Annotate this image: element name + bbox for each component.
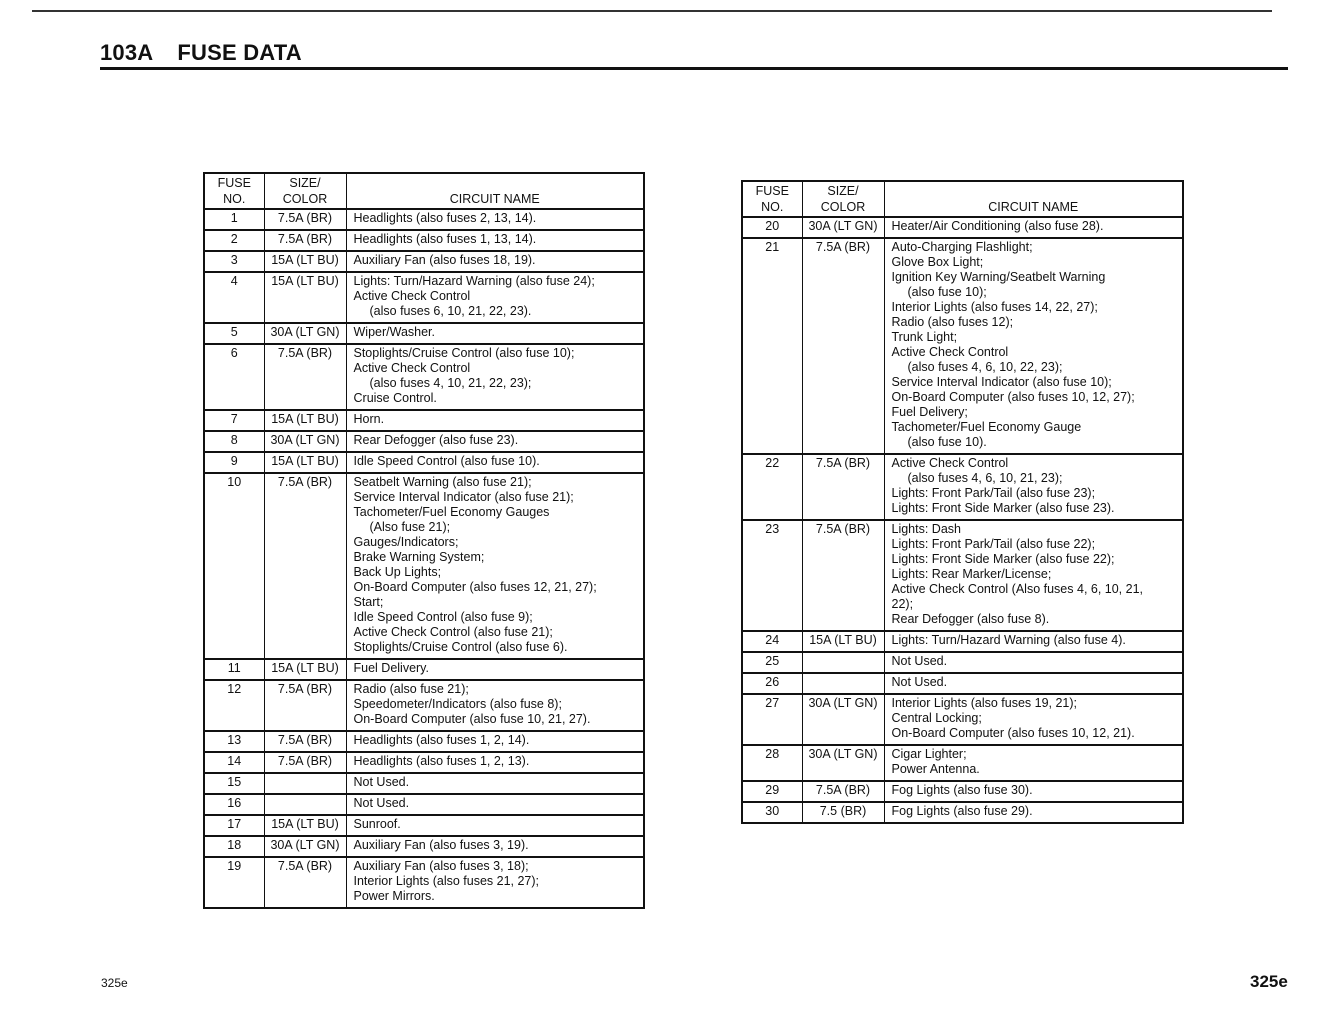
circuit-line: Rear Defogger (also fuse 23).: [353, 433, 519, 447]
circuit-name: [346, 473, 644, 659]
table-row: [204, 836, 644, 857]
circuit-line: Headlights (also fuses 1, 2, 14).: [353, 733, 530, 747]
circuit-line: Service Interval Indicator (also fuse 10);: [891, 375, 1112, 389]
fuse-size-color: 7.5A (BR): [264, 230, 346, 251]
table-row: [204, 431, 644, 452]
fuse-number: 16: [204, 794, 264, 815]
circuit-name: [884, 454, 1183, 520]
circuit-name: [346, 209, 644, 230]
circuit-line: (also fuses 6, 10, 21, 22, 23).: [369, 304, 532, 318]
table-row: [204, 752, 644, 773]
circuit-line: Gauges/Indicators;: [353, 535, 459, 549]
circuit-line: Heater/Air Conditioning (also fuse 28).: [891, 219, 1104, 233]
circuit-line: Lights: Front Park/Tail (also fuse 23);: [891, 486, 1096, 500]
circuit-name: [346, 815, 644, 836]
table-row: [204, 794, 644, 815]
circuit-line: Trunk Light;: [891, 330, 958, 344]
fuse-size-color: 15A (LT BU): [264, 659, 346, 680]
circuit-line: Headlights (also fuses 1, 13, 14).: [353, 232, 537, 246]
circuit-name: [346, 410, 644, 431]
header-size-color: SIZE/ COLOR: [264, 173, 346, 209]
circuit-line: On-Board Computer (also fuses 10, 12, 27);: [891, 390, 1135, 404]
table-row: [742, 781, 1183, 802]
circuit-line: Wiper/Washer.: [353, 325, 436, 339]
fuse-number: 17: [204, 815, 264, 836]
table-row: [204, 230, 644, 251]
circuit-line: Horn.: [353, 412, 385, 426]
fuse-size-color: 7.5A (BR): [264, 680, 346, 731]
fuse-size-color: 15A (LT BU): [802, 631, 884, 652]
table-row: [204, 473, 644, 659]
circuit-line: Start;: [353, 595, 384, 609]
fuse-number: 7: [204, 410, 264, 431]
circuit-name: [346, 251, 644, 272]
circuit-line: Brake Warning System;: [353, 550, 485, 564]
circuit-name: [346, 836, 644, 857]
circuit-line: Radio (also fuse 21);: [353, 682, 469, 696]
fuse-number: 27: [742, 694, 802, 745]
fuse-size-color: 7.5A (BR): [802, 520, 884, 631]
circuit-name: [884, 217, 1183, 238]
circuit-line: Ignition Key Warning/Seatbelt Warning: [891, 270, 1106, 284]
fuse-number: 18: [204, 836, 264, 857]
fuse-table-left: [203, 172, 645, 909]
circuit-line: Speedometer/Indicators (also fuse 8);: [353, 697, 562, 711]
table-row: [204, 323, 644, 344]
circuit-name: [346, 752, 644, 773]
circuit-line: Auxiliary Fan (also fuses 3, 19).: [353, 838, 529, 852]
fuse-size-color: 7.5A (BR): [264, 857, 346, 908]
fuse-size-color: 15A (LT BU): [264, 251, 346, 272]
circuit-line: On-Board Computer (also fuses 10, 12, 21).: [891, 726, 1135, 740]
table-header-row: [204, 173, 644, 209]
table-row: [204, 272, 644, 323]
fuse-size-color: 30A (LT GN): [802, 217, 884, 238]
fuse-number: 19: [204, 857, 264, 908]
page-number-right: 325e: [1250, 972, 1288, 991]
fuse-number: 1: [204, 209, 264, 230]
fuse-size-color: 15A (LT BU): [264, 452, 346, 473]
table-row: [742, 217, 1183, 238]
circuit-line: Active Check Control (also fuse 21);: [353, 625, 553, 639]
table-row: [204, 857, 644, 908]
circuit-line: (Also fuse 21);: [369, 520, 451, 534]
fuse-size-color: 15A (LT BU): [264, 272, 346, 323]
fuse-size-color: 7.5A (BR): [264, 731, 346, 752]
circuit-name: [346, 680, 644, 731]
circuit-line: (also fuses 4, 10, 21, 22, 23);: [369, 376, 532, 390]
fuse-size-color: [264, 794, 346, 815]
circuit-line: Not Used.: [353, 775, 410, 789]
table-row: [204, 410, 644, 431]
section-number: 103A: [100, 40, 154, 65]
circuit-line: Auxiliary Fan (also fuses 3, 18);: [353, 859, 529, 873]
fuse-size-color: 7.5A (BR): [802, 781, 884, 802]
circuit-name: [884, 652, 1183, 673]
fuse-number: 23: [742, 520, 802, 631]
fuse-rows-right: [742, 217, 1183, 823]
fuse-number: 28: [742, 745, 802, 781]
circuit-line: Rear Defogger (also fuse 8).: [891, 612, 1050, 626]
circuit-line: Fuel Delivery;: [891, 405, 968, 419]
circuit-line: Not Used.: [891, 675, 948, 689]
fuse-size-color: 30A (LT GN): [264, 431, 346, 452]
fuse-size-color: 30A (LT GN): [264, 836, 346, 857]
circuit-line: 22);: [891, 597, 914, 611]
circuit-name: [346, 272, 644, 323]
fuse-size-color: 7.5A (BR): [802, 454, 884, 520]
fuse-size-color: 7.5A (BR): [802, 238, 884, 454]
circuit-line: Radio (also fuses 12);: [891, 315, 1014, 329]
circuit-name: [346, 794, 644, 815]
circuit-line: Idle Speed Control (also fuse 10).: [353, 454, 540, 468]
circuit-line: Lights: Front Side Marker (also fuse 23).: [891, 501, 1115, 515]
fuse-size-color: 30A (LT GN): [264, 323, 346, 344]
circuit-name: [884, 694, 1183, 745]
fuse-number: 25: [742, 652, 802, 673]
circuit-name: [884, 781, 1183, 802]
fuse-size-color: 7.5 (BR): [802, 802, 884, 823]
table-row: [204, 680, 644, 731]
circuit-name: [346, 431, 644, 452]
table-row: [742, 520, 1183, 631]
table-row: [204, 452, 644, 473]
fuse-number: 4: [204, 272, 264, 323]
header-circuit-name: CIRCUIT NAME: [884, 181, 1183, 217]
fuse-size-color: 15A (LT BU): [264, 410, 346, 431]
circuit-line: Back Up Lights;: [353, 565, 442, 579]
circuit-line: (also fuse 10);: [907, 285, 987, 299]
table-row: [204, 773, 644, 794]
circuit-line: Active Check Control (Also fuses 4, 6, 10, 21,: [891, 582, 1144, 596]
circuit-name: [346, 857, 644, 908]
fuse-size-color: [264, 773, 346, 794]
fuse-number: 30: [742, 802, 802, 823]
fuse-size-color: 7.5A (BR): [264, 752, 346, 773]
table-row: [742, 238, 1183, 454]
fuse-number: 26: [742, 673, 802, 694]
circuit-line: Interior Lights (also fuses 21, 27);: [353, 874, 540, 888]
circuit-line: Interior Lights (also fuses 19, 21);: [891, 696, 1078, 710]
circuit-line: Service Interval Indicator (also fuse 21);: [353, 490, 574, 504]
fuse-number: 8: [204, 431, 264, 452]
top-rule: [32, 10, 1272, 12]
circuit-name: [346, 344, 644, 410]
circuit-line: Lights: Front Side Marker (also fuse 22);: [891, 552, 1115, 566]
fuse-number: 3: [204, 251, 264, 272]
circuit-line: Auto-Charging Flashlight;: [891, 240, 1033, 254]
table-row: [742, 745, 1183, 781]
circuit-line: Cruise Control.: [353, 391, 437, 405]
circuit-line: Power Mirrors.: [353, 889, 435, 903]
circuit-line: Lights: Rear Marker/License;: [891, 567, 1052, 581]
circuit-line: Central Locking;: [891, 711, 982, 725]
circuit-line: Glove Box Light;: [891, 255, 984, 269]
circuit-line: Idle Speed Control (also fuse 9);: [353, 610, 533, 624]
fuse-number: 24: [742, 631, 802, 652]
circuit-name: [884, 520, 1183, 631]
table-row: [204, 344, 644, 410]
circuit-line: (also fuse 10).: [907, 435, 987, 449]
circuit-line: Interior Lights (also fuses 14, 22, 27);: [891, 300, 1098, 314]
header-circuit-name: CIRCUIT NAME: [346, 173, 644, 209]
circuit-line: (also fuses 4, 6, 10, 21, 23);: [907, 471, 1063, 485]
table-row: [742, 652, 1183, 673]
fuse-number: 20: [742, 217, 802, 238]
circuit-line: Auxiliary Fan (also fuses 18, 19).: [353, 253, 536, 267]
header-fuse-no: FUSE NO.: [742, 181, 802, 217]
circuit-line: Active Check Control: [353, 361, 471, 375]
fuse-number: 10: [204, 473, 264, 659]
fuse-number: 11: [204, 659, 264, 680]
circuit-line: Fog Lights (also fuse 29).: [891, 804, 1033, 818]
fuse-number: 13: [204, 731, 264, 752]
fuse-size-color: 7.5A (BR): [264, 473, 346, 659]
fuse-table-right: [741, 180, 1184, 824]
circuit-name: [346, 773, 644, 794]
circuit-line: Lights: Dash: [891, 522, 961, 536]
table-header-row: [742, 181, 1183, 217]
circuit-line: Fog Lights (also fuse 30).: [891, 783, 1033, 797]
circuit-line: Stoplights/Cruise Control (also fuse 6).: [353, 640, 568, 654]
circuit-line: Lights: Turn/Hazard Warning (also fuse 24);: [353, 274, 595, 288]
circuit-name: [346, 230, 644, 251]
fuse-number: 21: [742, 238, 802, 454]
circuit-line: Seatbelt Warning (also fuse 21);: [353, 475, 532, 489]
circuit-line: Headlights (also fuses 2, 13, 14).: [353, 211, 537, 225]
circuit-line: Active Check Control: [891, 345, 1009, 359]
circuit-line: Tachometer/Fuel Economy Gauges: [353, 505, 550, 519]
circuit-line: Lights: Front Park/Tail (also fuse 22);: [891, 537, 1096, 551]
circuit-line: On-Board Computer (also fuse 10, 21, 27).: [353, 712, 591, 726]
fuse-number: 6: [204, 344, 264, 410]
fuse-number: 2: [204, 230, 264, 251]
circuit-line: On-Board Computer (also fuses 12, 21, 27);: [353, 580, 597, 594]
fuse-number: 14: [204, 752, 264, 773]
circuit-line: Not Used.: [353, 796, 410, 810]
circuit-name: [884, 673, 1183, 694]
table-row: [204, 731, 644, 752]
circuit-name: [346, 731, 644, 752]
table-row: [742, 454, 1183, 520]
fuse-number: 9: [204, 452, 264, 473]
fuse-number: 22: [742, 454, 802, 520]
fuse-size-color: 7.5A (BR): [264, 344, 346, 410]
table-row: [204, 251, 644, 272]
table-row: [204, 815, 644, 836]
fuse-size-color: 30A (LT GN): [802, 745, 884, 781]
fuse-size-color: [802, 652, 884, 673]
circuit-name: [884, 802, 1183, 823]
circuit-name: [884, 745, 1183, 781]
fuse-size-color: 7.5A (BR): [264, 209, 346, 230]
circuit-line: Stoplights/Cruise Control (also fuse 10);: [353, 346, 575, 360]
circuit-line: Not Used.: [891, 654, 948, 668]
circuit-name: [346, 452, 644, 473]
circuit-line: Lights: Turn/Hazard Warning (also fuse 4).: [891, 633, 1126, 647]
header-size-color: SIZE/ COLOR: [802, 181, 884, 217]
circuit-name: [346, 323, 644, 344]
circuit-name: [884, 238, 1183, 454]
table-row: [742, 802, 1183, 823]
table-row: [742, 631, 1183, 652]
section-title: FUSE DATA: [177, 40, 302, 65]
title-rule: [100, 67, 1288, 70]
fuse-number: 15: [204, 773, 264, 794]
circuit-line: Tachometer/Fuel Economy Gauge: [891, 420, 1082, 434]
fuse-size-color: 30A (LT GN): [802, 694, 884, 745]
fuse-size-color: [802, 673, 884, 694]
circuit-line: Headlights (also fuses 1, 2, 13).: [353, 754, 530, 768]
circuit-line: (also fuses 4, 6, 10, 22, 23);: [907, 360, 1063, 374]
circuit-line: Active Check Control: [353, 289, 471, 303]
fuse-number: 29: [742, 781, 802, 802]
page-number-left: 325e: [101, 976, 128, 990]
circuit-line: Cigar Lighter;: [891, 747, 967, 761]
fuse-number: 12: [204, 680, 264, 731]
header-fuse-no: FUSE NO.: [204, 173, 264, 209]
circuit-name: [346, 659, 644, 680]
table-row: [742, 694, 1183, 745]
circuit-line: Power Antenna.: [891, 762, 980, 776]
table-row: [204, 659, 644, 680]
circuit-line: Fuel Delivery.: [353, 661, 429, 675]
fuse-rows-left: [204, 209, 644, 908]
circuit-line: Active Check Control: [891, 456, 1009, 470]
table-row: [204, 209, 644, 230]
table-row: [742, 673, 1183, 694]
circuit-line: Sunroof.: [353, 817, 401, 831]
circuit-name: [884, 631, 1183, 652]
fuse-size-color: 15A (LT BU): [264, 815, 346, 836]
page-title: [100, 40, 302, 66]
fuse-number: 5: [204, 323, 264, 344]
